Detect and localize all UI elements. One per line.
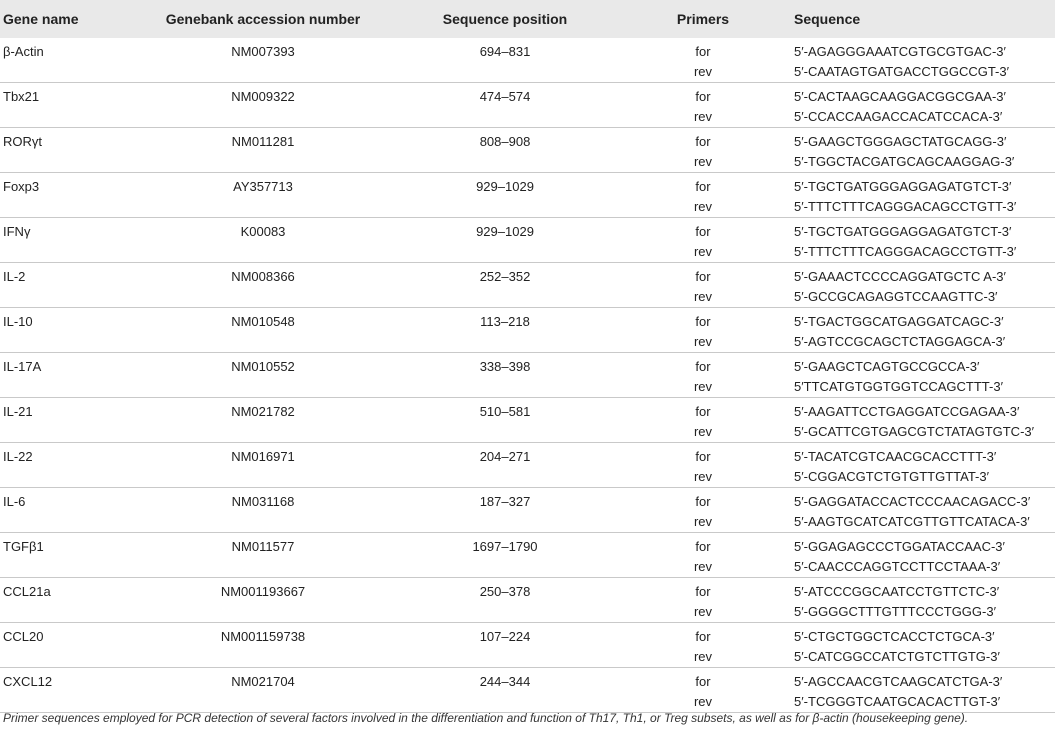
primers-cell bbox=[634, 488, 772, 533]
position-cell bbox=[376, 668, 634, 713]
sequence-position: 929–1029 bbox=[476, 179, 534, 194]
accession-number: NM021704 bbox=[231, 674, 295, 689]
position-cell bbox=[376, 623, 634, 668]
primers-cell bbox=[634, 578, 772, 623]
sequence-position: 244–344 bbox=[479, 674, 531, 689]
gene-name: IL-6 bbox=[3, 494, 26, 509]
gene-name: IL-17A bbox=[3, 359, 42, 374]
position-cell bbox=[376, 218, 634, 263]
gene-name-cell bbox=[0, 38, 150, 83]
accession-number: NM010552 bbox=[231, 359, 295, 374]
gene-name-cell bbox=[0, 308, 150, 353]
sequence-reverse: 5′-CAATAGTGATGACCTGGCCGT-3′ bbox=[794, 64, 1010, 79]
accession-number: AY357713 bbox=[233, 179, 293, 194]
primer-reverse-label: rev bbox=[693, 199, 713, 214]
accession-number: NM008366 bbox=[231, 269, 295, 284]
primer-forward-label: for bbox=[695, 269, 711, 284]
table-row bbox=[0, 38, 1055, 83]
primer-reverse-label: rev bbox=[693, 109, 713, 124]
sequence-reverse: 5′-TTTCTTTCAGGGACAGCCTGTT-3′ bbox=[794, 244, 1017, 259]
position-cell bbox=[376, 38, 634, 83]
accession-number: NM010548 bbox=[231, 314, 295, 329]
sequence-cell bbox=[772, 578, 1055, 623]
table-row bbox=[0, 443, 1055, 488]
table-row bbox=[0, 173, 1055, 218]
sequence-reverse: 5′-CATCGGCCATCTGTCTTGTG-3′ bbox=[794, 649, 1000, 664]
header-accession: Genebank accession number bbox=[165, 11, 361, 27]
primer-reverse-label: rev bbox=[693, 64, 713, 79]
position-cell bbox=[376, 173, 634, 218]
gene-name: β-Actin bbox=[3, 44, 44, 59]
table-row bbox=[0, 128, 1055, 173]
sequence-position: 474–574 bbox=[479, 89, 531, 104]
accession-cell bbox=[150, 578, 376, 623]
primers-cell bbox=[634, 623, 772, 668]
table-row bbox=[0, 668, 1055, 713]
accession-cell bbox=[150, 488, 376, 533]
primers-cell bbox=[634, 353, 772, 398]
table-row bbox=[0, 308, 1055, 353]
sequence-reverse: 5′-TGGCTACGATGCAGCAAGGAG-3′ bbox=[794, 154, 1015, 169]
sequence-reverse: 5′-GCCGCAGAGGTCCAAGTTC-3′ bbox=[794, 289, 998, 304]
accession-number: NM011577 bbox=[231, 539, 295, 554]
sequence-cell bbox=[772, 128, 1055, 173]
primer-reverse-label: rev bbox=[693, 244, 713, 259]
primer-forward-label: for bbox=[695, 179, 711, 194]
gene-name: CCL21a bbox=[3, 584, 51, 599]
sequence-reverse: 5′-GCATTCGTGAGCGTCTATAGTGTC-3′ bbox=[794, 424, 1035, 439]
gene-name-cell bbox=[0, 623, 150, 668]
sequence-forward: 5′-AGCCAACGTCAAGCATCTGA-3′ bbox=[794, 674, 1003, 689]
sequence-reverse: 5′TTCATGTGGTGGTCCAGCTTT-3′ bbox=[794, 379, 1004, 394]
gene-name-cell bbox=[0, 578, 150, 623]
gene-name-cell bbox=[0, 533, 150, 578]
table-row bbox=[0, 353, 1055, 398]
primer-forward-label: for bbox=[695, 314, 711, 329]
gene-name: CCL20 bbox=[3, 629, 44, 644]
table-row bbox=[0, 578, 1055, 623]
position-cell bbox=[376, 308, 634, 353]
position-cell bbox=[376, 83, 634, 128]
primers-cell bbox=[634, 218, 772, 263]
table-row bbox=[0, 83, 1055, 128]
sequence-cell bbox=[772, 623, 1055, 668]
accession-number: NM011281 bbox=[231, 134, 295, 149]
sequence-forward: 5′-AAGATTCCTGAGGATCCGAGAA-3′ bbox=[794, 404, 1020, 419]
sequence-forward: 5′-ATCCCGGCAATCCTGTTCTC-3′ bbox=[794, 584, 1000, 599]
primers-cell bbox=[634, 443, 772, 488]
primers-cell bbox=[634, 533, 772, 578]
primer-reverse-label: rev bbox=[693, 424, 713, 439]
table-body bbox=[0, 38, 1055, 713]
sequence-forward: 5′-TGACTGGCATGAGGATCAGC-3′ bbox=[794, 314, 1004, 329]
header-position: Sequence position bbox=[442, 11, 568, 27]
accession-cell bbox=[150, 218, 376, 263]
sequence-forward: 5′-CTGCTGGCTCACCTCTGCA-3′ bbox=[794, 629, 995, 644]
accession-number: NM001159738 bbox=[220, 629, 306, 644]
primers-cell bbox=[634, 308, 772, 353]
gene-name-cell bbox=[0, 443, 150, 488]
sequence-position: 113–218 bbox=[480, 314, 530, 329]
gene-name: RORγt bbox=[3, 134, 42, 149]
primer-forward-label: for bbox=[695, 404, 711, 419]
sequence-position: 808–908 bbox=[479, 134, 531, 149]
primer-forward-label: for bbox=[695, 449, 711, 464]
gene-name: IFNγ bbox=[3, 224, 31, 239]
primer-forward-label: for bbox=[695, 539, 711, 554]
gene-name-cell bbox=[0, 398, 150, 443]
primer-forward-label: for bbox=[695, 629, 711, 644]
primer-forward-label: for bbox=[695, 494, 711, 509]
table-row bbox=[0, 218, 1055, 263]
sequence-forward: 5′-GAAGCTGGGAGCTATGCAGG-3′ bbox=[794, 134, 1007, 149]
gene-name: IL-21 bbox=[3, 404, 33, 419]
gene-name: IL-10 bbox=[3, 314, 33, 329]
position-cell bbox=[376, 398, 634, 443]
sequence-reverse: 5′-CGGACGTCTGTGTTGTTAT-3′ bbox=[794, 469, 990, 484]
primer-reverse-label: rev bbox=[693, 514, 713, 529]
accession-cell bbox=[150, 353, 376, 398]
sequence-position: 187–327 bbox=[479, 494, 531, 509]
table-row bbox=[0, 488, 1055, 533]
sequence-position: 929–1029 bbox=[476, 224, 534, 239]
accession-number: NM001193667 bbox=[220, 584, 306, 599]
sequence-position: 250–378 bbox=[479, 584, 531, 599]
gene-name-cell bbox=[0, 488, 150, 533]
sequence-reverse: 5′-CCACCAAGACCACATCCACA-3′ bbox=[794, 109, 1003, 124]
sequence-forward: 5′-GAAGCTCAGTGCCGCCA-3′ bbox=[794, 359, 980, 374]
sequence-reverse: 5′-CAACCCAGGTCCTTCCTAAA-3′ bbox=[794, 559, 1001, 574]
accession-number: NM007393 bbox=[231, 44, 295, 59]
sequence-position: 694–831 bbox=[479, 44, 531, 59]
sequence-reverse: 5′-GGGGCTTTGTTTCCCTGGG-3′ bbox=[794, 604, 997, 619]
sequence-cell bbox=[772, 173, 1055, 218]
gene-name-cell bbox=[0, 668, 150, 713]
sequence-cell bbox=[772, 488, 1055, 533]
header-sequence: Sequence bbox=[794, 11, 861, 27]
gene-name-cell bbox=[0, 83, 150, 128]
gene-name: CXCL12 bbox=[3, 674, 53, 689]
table-row bbox=[0, 398, 1055, 443]
primer-forward-label: for bbox=[695, 584, 711, 599]
sequence-cell bbox=[772, 533, 1055, 578]
primer-reverse-label: rev bbox=[693, 469, 713, 484]
gene-name: IL-2 bbox=[3, 269, 26, 284]
position-cell bbox=[376, 353, 634, 398]
primer-forward-label: for bbox=[695, 674, 711, 689]
accession-cell bbox=[150, 308, 376, 353]
sequence-reverse: 5′-TCGGGTCAATGCACACTTGT-3′ bbox=[794, 694, 1001, 709]
gene-name-cell bbox=[0, 128, 150, 173]
gene-name: IL-22 bbox=[3, 449, 33, 464]
primers-cell bbox=[634, 668, 772, 713]
primer-forward-label: for bbox=[695, 359, 711, 374]
sequence-cell bbox=[772, 353, 1055, 398]
gene-name: Tbx21 bbox=[3, 89, 40, 104]
accession-number: NM009322 bbox=[231, 89, 295, 104]
sequence-cell bbox=[772, 218, 1055, 263]
accession-cell bbox=[150, 128, 376, 173]
gene-name-cell bbox=[0, 353, 150, 398]
accession-cell bbox=[150, 38, 376, 83]
gene-name-cell bbox=[0, 173, 150, 218]
sequence-forward: 5′-GGAGAGCCCTGGATACCAAC-3′ bbox=[794, 539, 1005, 554]
primers-cell bbox=[634, 398, 772, 443]
accession-cell bbox=[150, 173, 376, 218]
primer-reverse-label: rev bbox=[693, 559, 713, 574]
accession-number: K00083 bbox=[240, 224, 286, 239]
sequence-cell bbox=[772, 263, 1055, 308]
position-cell bbox=[376, 533, 634, 578]
primer-forward-label: for bbox=[695, 134, 711, 149]
primer-reverse-label: rev bbox=[693, 289, 713, 304]
position-cell bbox=[376, 488, 634, 533]
table-footnote: Primer sequences employed for PCR detection of several factors involved in the differentiation and function of Th17, Th1, or Treg subsets, as well as for β-actin (housekeeping gene). bbox=[3, 711, 969, 725]
accession-cell bbox=[150, 668, 376, 713]
primer-reverse-label: rev bbox=[693, 604, 713, 619]
primer-forward-label: for bbox=[695, 224, 711, 239]
accession-cell bbox=[150, 623, 376, 668]
accession-cell bbox=[150, 443, 376, 488]
primers-cell bbox=[634, 83, 772, 128]
accession-number: NM031168 bbox=[231, 494, 295, 509]
sequence-forward: 5′-TGCTGATGGGAGGAGATGTCT-3′ bbox=[794, 179, 1012, 194]
sequence-cell bbox=[772, 668, 1055, 713]
sequence-position: 252–352 bbox=[479, 269, 531, 284]
primers-cell bbox=[634, 173, 772, 218]
sequence-reverse: 5′-AAGTGCATCATCGTTGTTCATACA-3′ bbox=[794, 514, 1030, 529]
sequence-reverse: 5′-AGTCCGCAGCTCTAGGAGCA-3′ bbox=[794, 334, 1006, 349]
gene-name-cell bbox=[0, 218, 150, 263]
sequence-cell bbox=[772, 38, 1055, 83]
sequence-forward: 5′-AGAGGGAAATCGTGCGTGAC-3′ bbox=[794, 44, 1006, 59]
sequence-position: 107–224 bbox=[479, 629, 531, 644]
position-cell bbox=[376, 128, 634, 173]
gene-name-cell bbox=[0, 263, 150, 308]
header-gene-name: Gene name bbox=[3, 11, 79, 27]
sequence-cell bbox=[772, 443, 1055, 488]
header-primers: Primers bbox=[676, 11, 730, 27]
sequence-forward: 5′-GAGGATACCACTCCCAACAGACC-3′ bbox=[794, 494, 1031, 509]
sequence-position: 510–581 bbox=[479, 404, 531, 419]
position-cell bbox=[376, 443, 634, 488]
gene-name: Foxp3 bbox=[3, 179, 40, 194]
primer-reverse-label: rev bbox=[693, 649, 713, 664]
sequence-forward: 5′-CACTAAGCAAGGACGGCGAA-3′ bbox=[794, 89, 1006, 104]
table-row bbox=[0, 263, 1055, 308]
accession-number: NM016971 bbox=[231, 449, 295, 464]
accession-number: NM021782 bbox=[231, 404, 295, 419]
gene-name: TGFβ1 bbox=[3, 539, 44, 554]
sequence-forward: 5′-TGCTGATGGGAGGAGATGTCT-3′ bbox=[794, 224, 1012, 239]
table-row bbox=[0, 623, 1055, 668]
primers-cell bbox=[634, 128, 772, 173]
sequence-position: 338–398 bbox=[479, 359, 531, 374]
sequence-cell bbox=[772, 83, 1055, 128]
sequence-cell bbox=[772, 398, 1055, 443]
header-row bbox=[0, 0, 1055, 38]
sequence-reverse: 5′-TTTCTTTCAGGGACAGCCTGTT-3′ bbox=[794, 199, 1017, 214]
primer-reverse-label: rev bbox=[693, 334, 713, 349]
position-cell bbox=[376, 263, 634, 308]
sequence-cell bbox=[772, 308, 1055, 353]
primer-reverse-label: rev bbox=[693, 154, 713, 169]
accession-cell bbox=[150, 263, 376, 308]
primers-cell bbox=[634, 38, 772, 83]
table-header bbox=[0, 0, 1055, 38]
sequence-position: 204–271 bbox=[479, 449, 531, 464]
table-row bbox=[0, 533, 1055, 578]
primer-forward-label: for bbox=[695, 89, 711, 104]
primers-cell bbox=[634, 263, 772, 308]
accession-cell bbox=[150, 83, 376, 128]
sequence-forward: 5′-TACATCGTCAACGCACCTTT-3′ bbox=[794, 449, 997, 464]
primer-reverse-label: rev bbox=[693, 379, 713, 394]
accession-cell bbox=[150, 533, 376, 578]
sequence-position: 1697–1790 bbox=[472, 539, 538, 554]
sequence-forward: 5′-GAAACTCCCCAGGATGCTC A-3′ bbox=[794, 269, 1006, 284]
primer-forward-label: for bbox=[695, 44, 711, 59]
position-cell bbox=[376, 578, 634, 623]
accession-cell bbox=[150, 398, 376, 443]
primer-reverse-label: rev bbox=[693, 694, 713, 709]
